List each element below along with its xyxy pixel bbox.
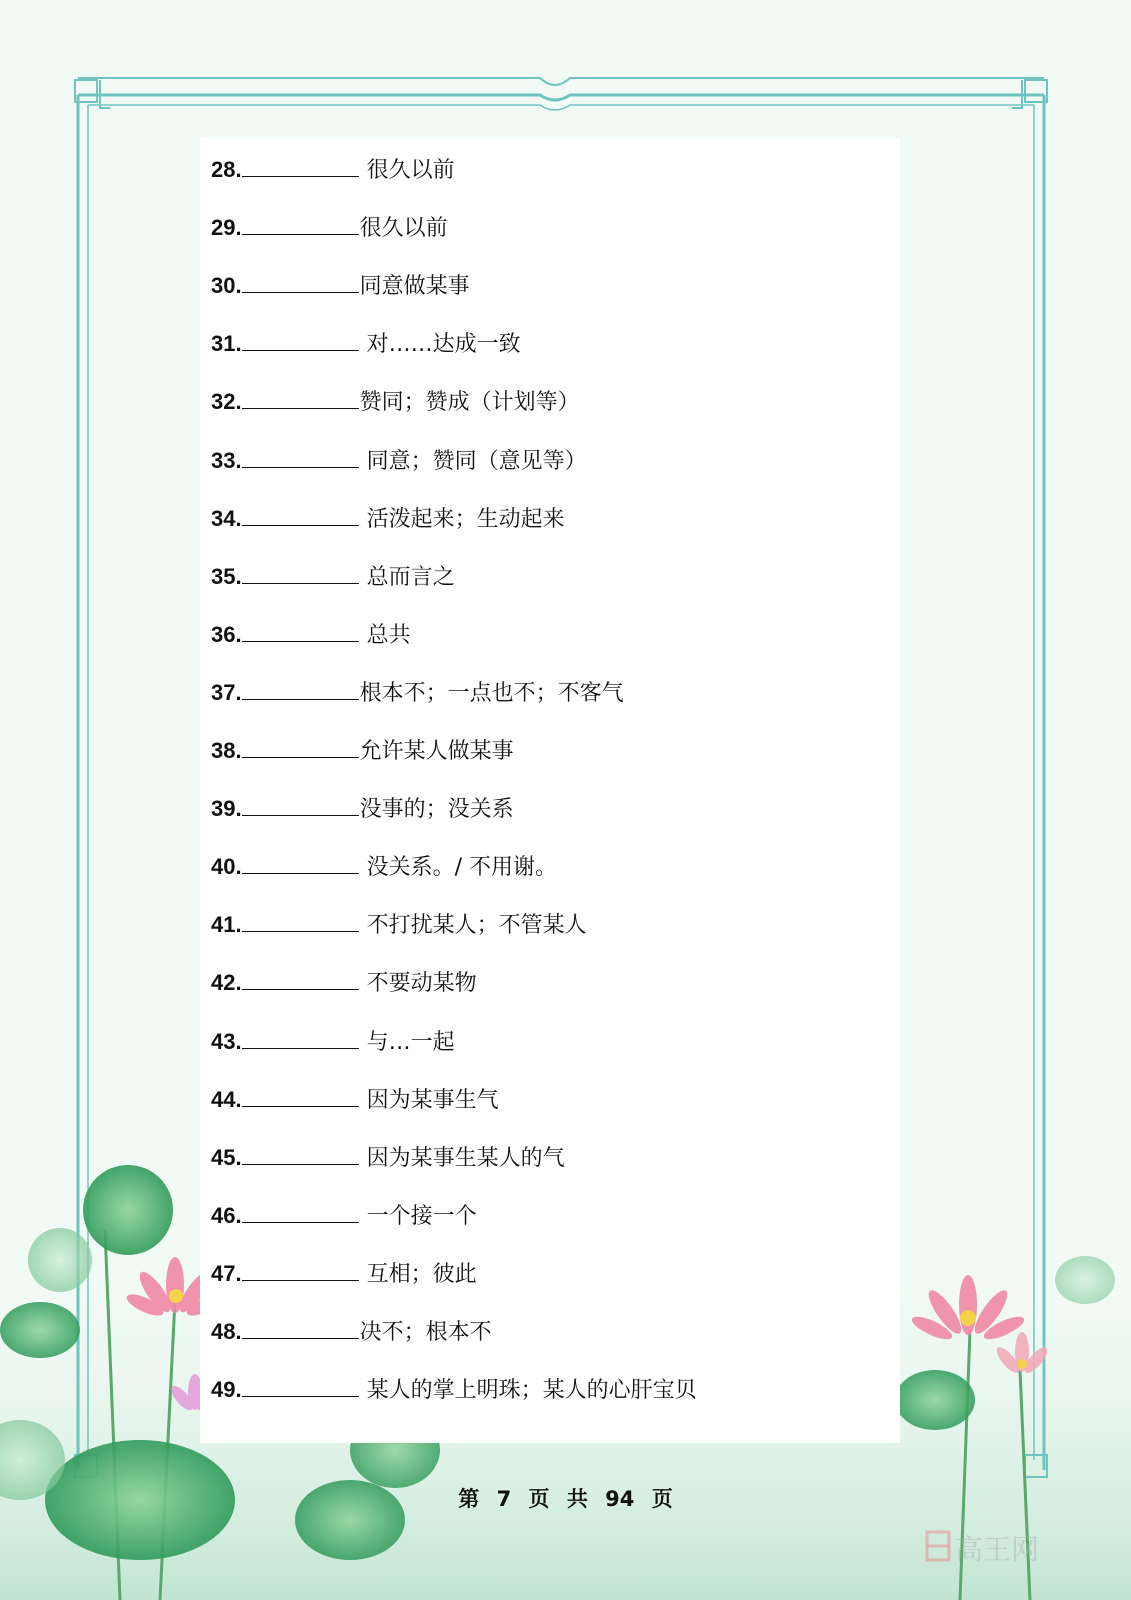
item-number: 41. [211, 912, 242, 938]
item-number: 32. [211, 389, 242, 415]
answer-blank[interactable] [242, 1138, 359, 1165]
exercise-item [211, 499, 565, 539]
item-number: 37. [211, 679, 242, 705]
item-meaning: 总而言之 [366, 564, 455, 590]
footer-label-ye: 页 [528, 1487, 550, 1511]
item-meaning: 与…一起 [366, 1029, 455, 1055]
answer-blank[interactable] [242, 1196, 359, 1223]
exercise-item [211, 615, 411, 655]
exercise-item [211, 1022, 455, 1062]
exercise-item [211, 847, 557, 887]
answer-blank[interactable] [242, 557, 359, 584]
answer-blank[interactable] [242, 673, 359, 700]
exercise-item [211, 1312, 492, 1352]
answer-blank[interactable] [242, 905, 359, 932]
exercise-item [211, 150, 455, 190]
item-meaning: 同意；赞同（意见等） [366, 448, 587, 474]
item-number: 35. [211, 563, 242, 589]
item-meaning: 允许某人做某事 [359, 739, 514, 764]
watermark-text: 高王网 [955, 1533, 1040, 1566]
answer-blank[interactable] [242, 1312, 359, 1339]
item-meaning: 没关系。/ 不用谢。 [366, 855, 557, 881]
exercise-item [211, 905, 587, 945]
answer-blank[interactable] [242, 208, 359, 235]
answer-blank[interactable] [242, 963, 359, 990]
footer-label-ye-2: 页 [651, 1487, 673, 1511]
answer-blank[interactable] [242, 150, 359, 177]
exercise-item [211, 1196, 477, 1236]
item-meaning: 互相；彼此 [366, 1261, 477, 1287]
item-number: 34. [211, 505, 242, 531]
exercise-item [211, 1254, 477, 1294]
answer-blank[interactable] [242, 731, 359, 758]
exercise-item [211, 441, 587, 481]
item-number: 30. [211, 273, 242, 299]
item-number: 43. [211, 1028, 242, 1054]
item-meaning: 某人的掌上明珠；某人的心肝宝贝 [366, 1378, 697, 1404]
item-number: 45. [211, 1144, 242, 1170]
item-meaning: 同意做某事 [359, 274, 470, 300]
item-number: 31. [211, 331, 242, 357]
item-number: 46. [211, 1202, 242, 1228]
answer-blank[interactable] [242, 1022, 359, 1049]
item-meaning: 因为某事生气 [366, 1087, 499, 1113]
item-meaning: 一个接一个 [366, 1203, 477, 1229]
item-number: 33. [211, 447, 242, 473]
answer-blank[interactable] [242, 1080, 359, 1107]
exercise-item [211, 324, 521, 364]
item-number: 40. [211, 854, 242, 880]
item-meaning: 不要动某物 [366, 971, 477, 997]
answer-blank[interactable] [242, 441, 359, 468]
answer-blank[interactable] [242, 1370, 359, 1397]
item-meaning: 活泼起来；生动起来 [366, 506, 565, 532]
answer-blank[interactable] [242, 382, 359, 409]
footer-label-gong: 共 [566, 1487, 588, 1511]
item-meaning: 很久以前 [359, 216, 448, 242]
exercise-item [211, 673, 624, 713]
exercise-item [211, 789, 514, 829]
exercise-item [211, 382, 580, 422]
item-number: 29. [211, 215, 242, 241]
item-number: 48. [211, 1319, 242, 1344]
item-meaning: 决不；根本不 [359, 1320, 492, 1345]
item-number: 28. [211, 157, 242, 182]
item-meaning: 不打扰某人；不管某人 [366, 913, 587, 939]
answer-blank[interactable] [242, 1254, 359, 1281]
answer-blank[interactable] [242, 615, 359, 642]
exercise-item [211, 1370, 697, 1410]
item-number: 39. [211, 796, 242, 822]
exercise-item [211, 557, 455, 597]
watermark-logo-icon [925, 1530, 951, 1562]
answer-blank[interactable] [242, 499, 359, 526]
exercise-item [211, 1138, 565, 1178]
answer-blank[interactable] [242, 324, 359, 351]
item-meaning: 赞同；赞成（计划等） [359, 390, 580, 416]
item-meaning: 因为某事生某人的气 [366, 1145, 565, 1171]
item-number: 38. [211, 738, 242, 763]
item-number: 42. [211, 970, 242, 996]
exercise-item [211, 963, 477, 1003]
exercise-item [211, 208, 448, 248]
answer-blank[interactable] [242, 266, 359, 293]
item-meaning: 总共 [366, 622, 411, 648]
answer-blank[interactable] [242, 847, 359, 874]
current-page-number: 7 [496, 1487, 512, 1511]
page-footer [0, 1483, 1131, 1513]
item-number: 44. [211, 1086, 242, 1112]
total-page-count: 94 [605, 1487, 635, 1511]
item-number: 49. [211, 1377, 242, 1403]
footer-label-di: 第 [458, 1487, 480, 1511]
item-number: 47. [211, 1260, 242, 1286]
answer-blank[interactable] [242, 789, 359, 816]
item-meaning: 很久以前 [366, 158, 455, 183]
exercise-item [211, 731, 514, 771]
exercise-item [211, 266, 470, 306]
item-meaning: 根本不；一点也不；不客气 [359, 680, 624, 706]
exercise-item [211, 1080, 499, 1120]
item-meaning: 没事的；没关系 [359, 797, 514, 823]
item-number: 36. [211, 621, 242, 647]
item-meaning: 对……达成一致 [366, 332, 521, 358]
